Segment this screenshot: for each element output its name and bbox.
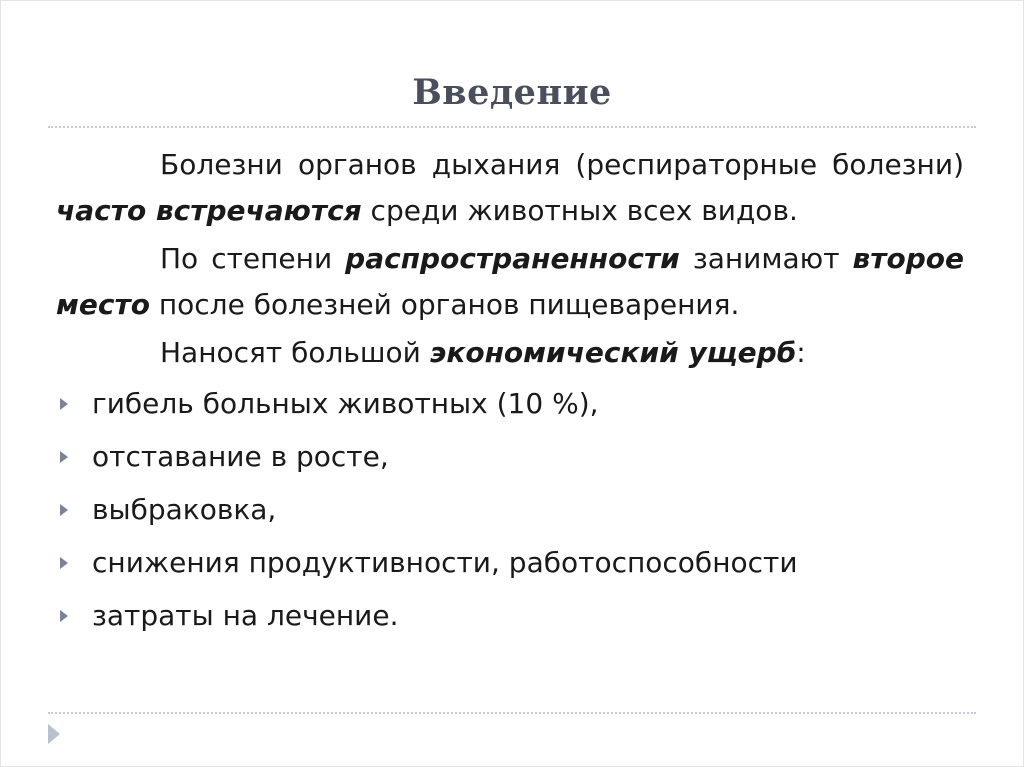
list-item-text: гибель больных животных (10 %), <box>92 387 599 420</box>
paragraph-3 <box>56 330 964 376</box>
list-item <box>56 488 964 541</box>
paragraph-2-text-a: По степени <box>160 242 346 275</box>
list-item <box>56 382 964 435</box>
list-item <box>56 541 964 594</box>
list-item-text: снижения продуктивности, работоспособности <box>92 546 798 579</box>
triangle-right-icon <box>60 504 68 516</box>
paragraph-3-text-b: : <box>796 336 806 369</box>
bullet-list <box>56 382 964 647</box>
paragraph-2 <box>56 236 964 328</box>
slide-title: Введение <box>412 72 612 113</box>
slide-content <box>56 142 964 647</box>
paragraph-1-emphasis: часто встречаются <box>56 194 362 227</box>
list-item <box>56 435 964 488</box>
triangle-right-icon <box>60 451 68 463</box>
paragraph-2-text-b: занимают <box>679 242 853 275</box>
list-item <box>56 594 964 647</box>
paragraph-2-emphasis-b: второе место <box>56 242 964 321</box>
paragraph-3-emphasis: экономический ущерб <box>429 336 797 369</box>
list-item-text: выбраковка, <box>92 493 277 526</box>
paragraph-1 <box>56 142 964 234</box>
top-divider <box>48 126 976 128</box>
corner-triangle-right-icon <box>48 724 60 744</box>
triangle-right-icon <box>60 557 68 569</box>
list-item-text: затраты на лечение. <box>92 599 399 632</box>
paragraph-2-emphasis-a: распространенности <box>345 242 680 275</box>
paragraph-3-text-a: Наносят большой <box>160 336 430 369</box>
paragraph-1-text-b: среди животных всех видов. <box>361 194 798 227</box>
triangle-right-icon <box>60 610 68 622</box>
bottom-divider <box>48 712 976 714</box>
list-item-text: отставание в росте, <box>92 440 389 473</box>
paragraph-1-text-a: Болезни органов дыхания (респираторные болезни) <box>160 148 964 181</box>
triangle-right-icon <box>60 398 68 410</box>
paragraph-2-text-c: после болезней органов пищеварения. <box>149 288 740 321</box>
